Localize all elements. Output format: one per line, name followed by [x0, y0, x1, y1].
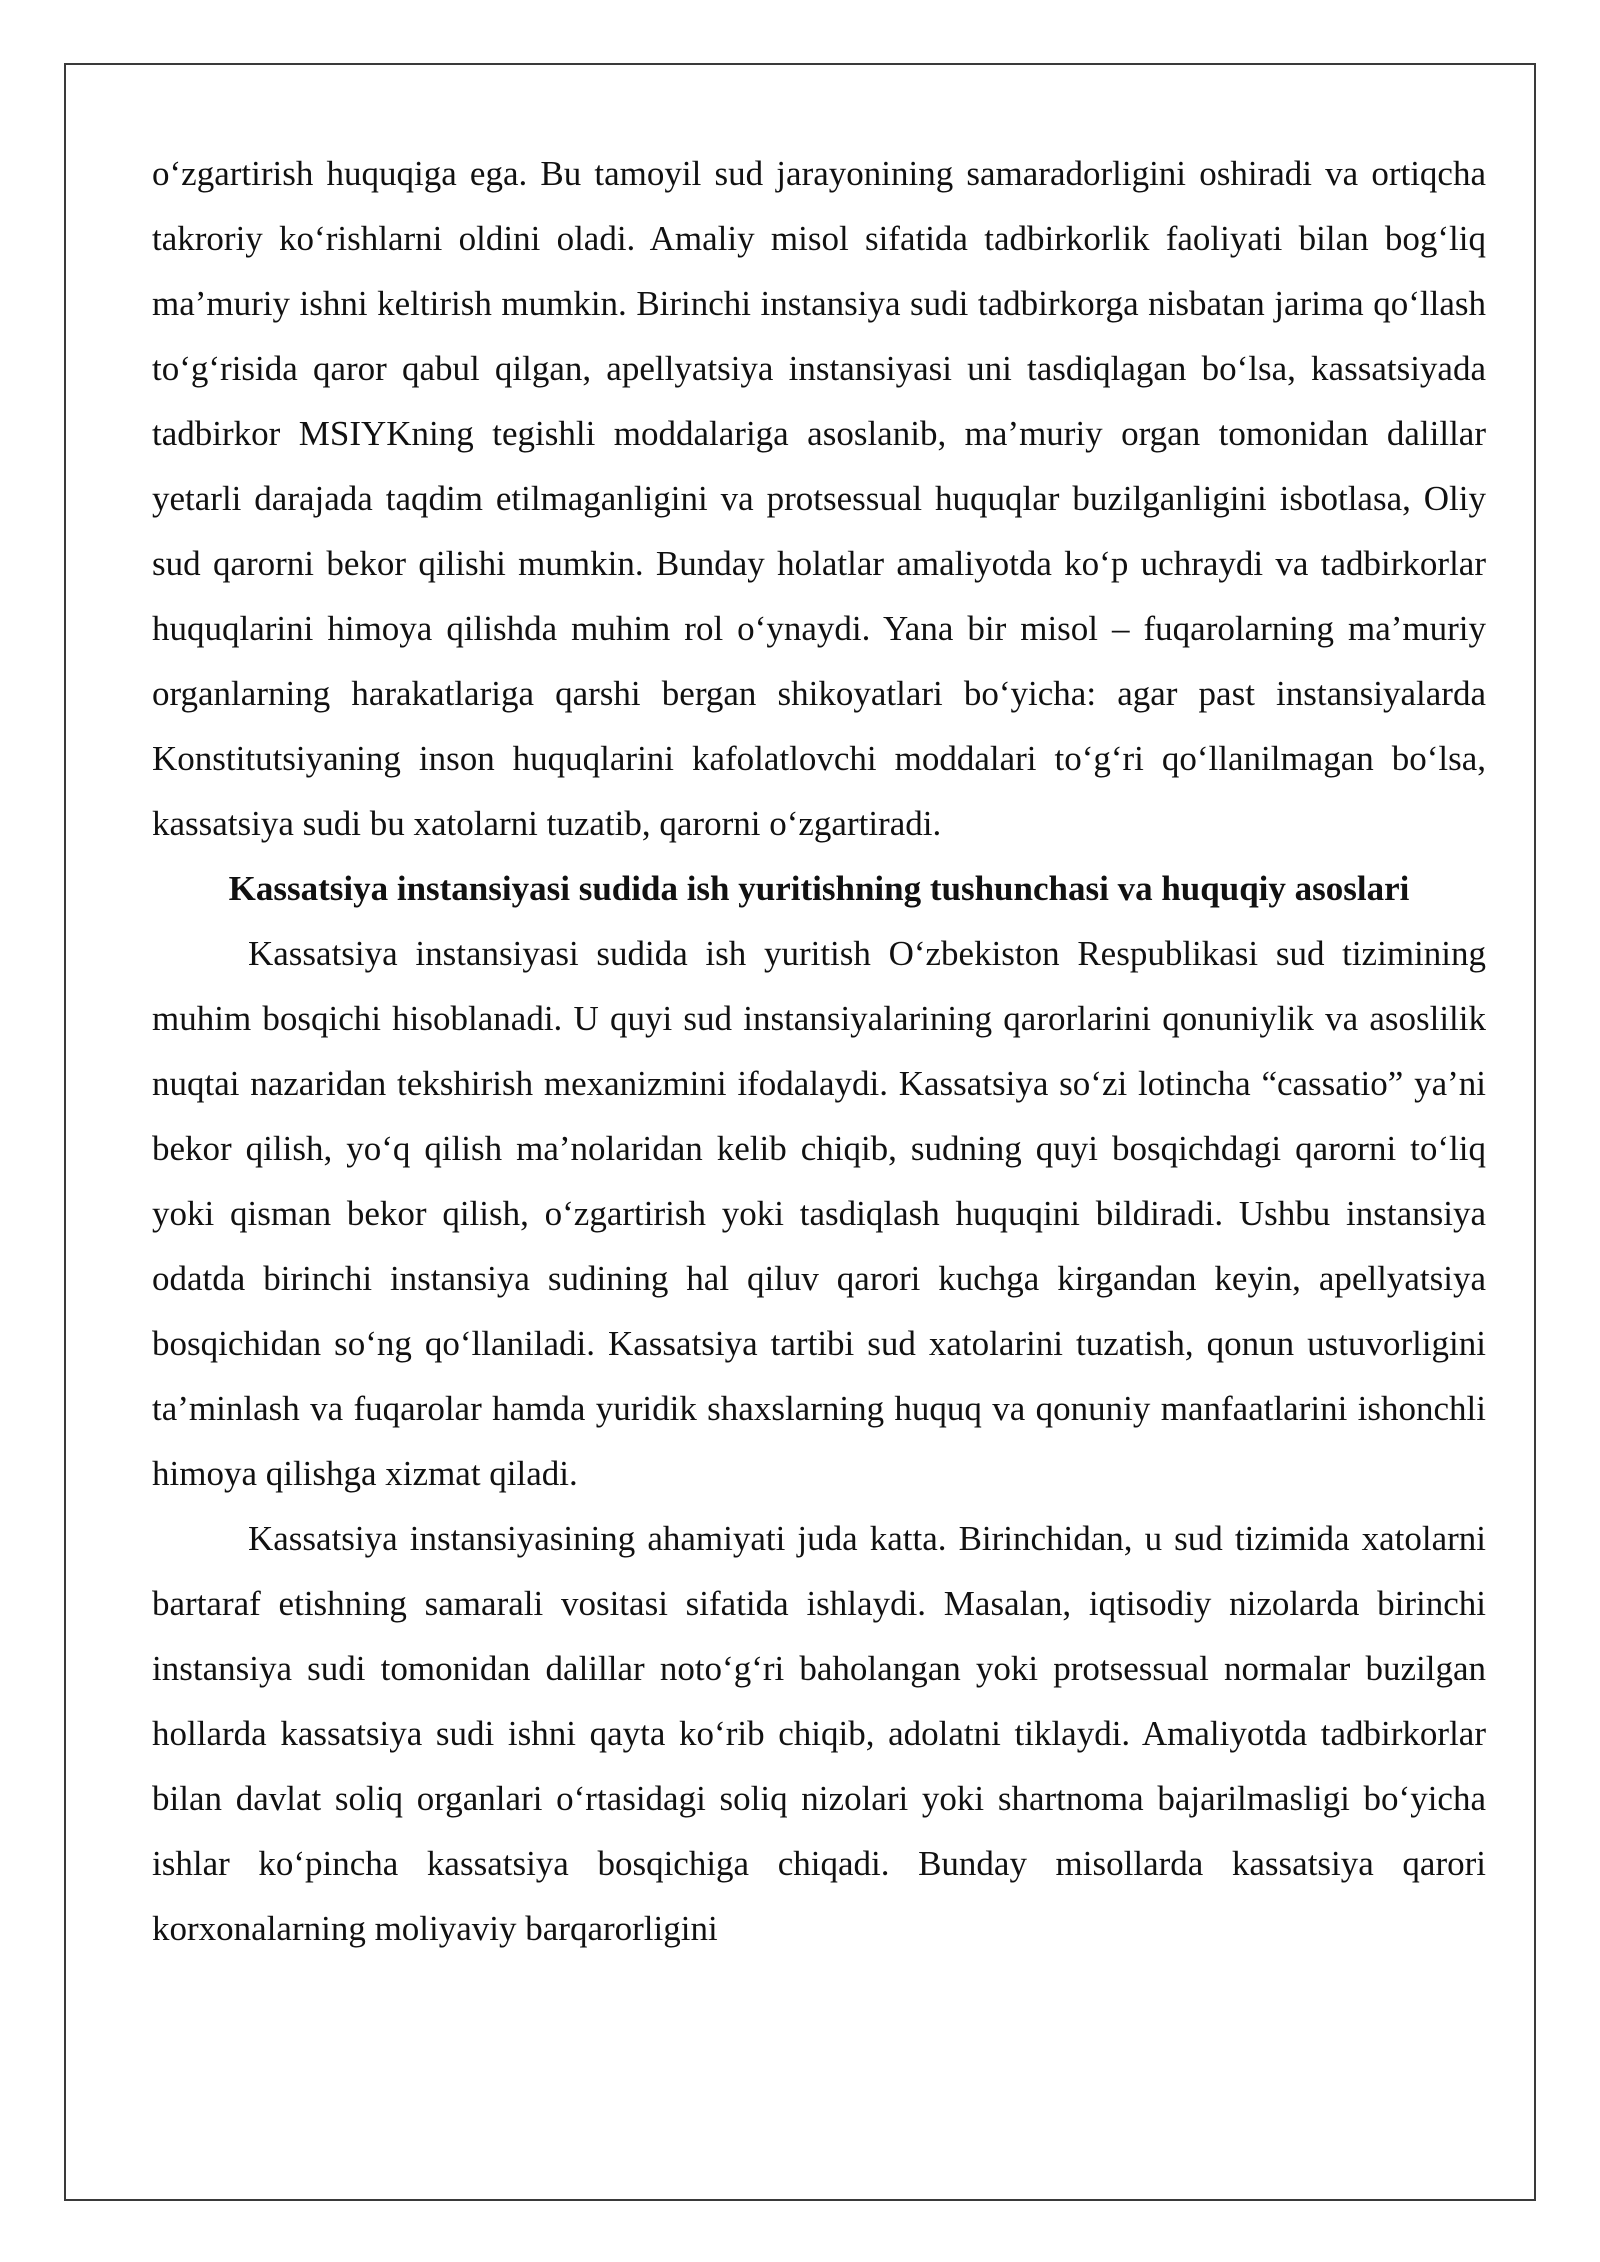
paragraph-continuation: o‘zgartirish huquqiga ega. Bu tamoyil sud jarayonining samaradorligini oshiradi va ortiqcha takroriy ko‘rishlarni oldini oladi. Amaliy misol sifatida tadbirkorlik faoliyati bilan bog‘liq ma’muriy ishni keltirish mumkin. Birinchi instansiya sudi tadbirkorga nisbatan jarima qo‘llash to‘g‘risida qaror qabul qilgan, apellyatsiya instansiyasi uni tasdiqlagan bo‘lsa, kassatsiyada tadbirkor MSIYKning tegishli moddalariga asoslanib, ma’muriy organ tomonidan dalillar yetarli darajada taqdim etilmaganligini va protsessual huquqlar buzilganligini isbotlasa, Oliy sud qarorni bekor qilishi mumkin. Bunday holatlar amaliyotda ko‘p uchraydi va tadbirkorlar huquqlarini himoya qilishda muhim rol o‘ynaydi. Yana bir misol – fuqarolarning ma’muriy organlarning harakatlariga qarshi bergan shikoyatlari bo‘yicha: agar past instansiyalarda Konstitutsiyaning inson huquqlarini kafolatlovchi moddalari to‘g‘ri qo‘llanilmagan bo‘lsa, kassatsiya sudi bu xatolarni tuzatib, qarorni o‘zgartiradi. [152, 154, 1486, 843]
paragraph-importance: Kassatsiya instansiyasining ahamiyati juda katta. Birinchidan, u sud tizimida xatolarni bartaraf etishning samarali vositasi sifatida ishlaydi. Masalan, iqtisodiy nizolarda birinchi instansiya sudi tomonidan dalillar noto‘g‘ri baholangan yoki protsessual normalar buzilgan hollarda kassatsiya sudi ishni qayta ko‘rib chiqib, adolatni tiklaydi. Amaliyotda tadbirkorlar bilan davlat soliq organlari o‘rtasidagi soliq nizolari yoki shartnoma bajarilmasligi bo‘yicha ishlar ko‘pincha kassatsiya bosqichiga chiqadi. Bunday misollarda kassatsiya qarori korxonalarning moliyaviy barqarorligini [152, 1519, 1486, 1948]
paragraph-definition: Kassatsiya instansiyasi sudida ish yuritish O‘zbekiston Respublikasi sud tizimining muhim bosqichi hisoblanadi. U quyi sud instansiyalarining qarorlarini qonuniylik va asoslilik nuqtai nazaridan tekshirish mexanizmini ifodalaydi. Kassatsiya so‘zi lotincha “cassatio” ya’ni bekor qilish, yo‘q qilish ma’nolaridan kelib chiqib, sudning quyi bosqichdagi qarorni to‘liq yoki qisman bekor qilish, o‘zgartirish yoki tasdiqlash huquqini bildiradi. Ushbu instansiya odatda birinchi instansiya sudining hal qiluv qarori kuchga kirgandan keyin, apellyatsiya bosqichidan so‘ng qo‘llaniladi. Kassatsiya tartibi sud xatolarini tuzatish, qonun ustuvorligini ta’minlash va fuqarolar hamda yuridik shaxslarning huquq va qonuniy manfaatlarini ishonchli himoya qilishga xizmat qiladi. [152, 934, 1486, 1493]
section-heading: Kassatsiya instansiyasi sudida ish yuritishning tushunchasi va huquqiy asoslari [228, 869, 1410, 908]
document-body [152, 141, 1486, 1961]
